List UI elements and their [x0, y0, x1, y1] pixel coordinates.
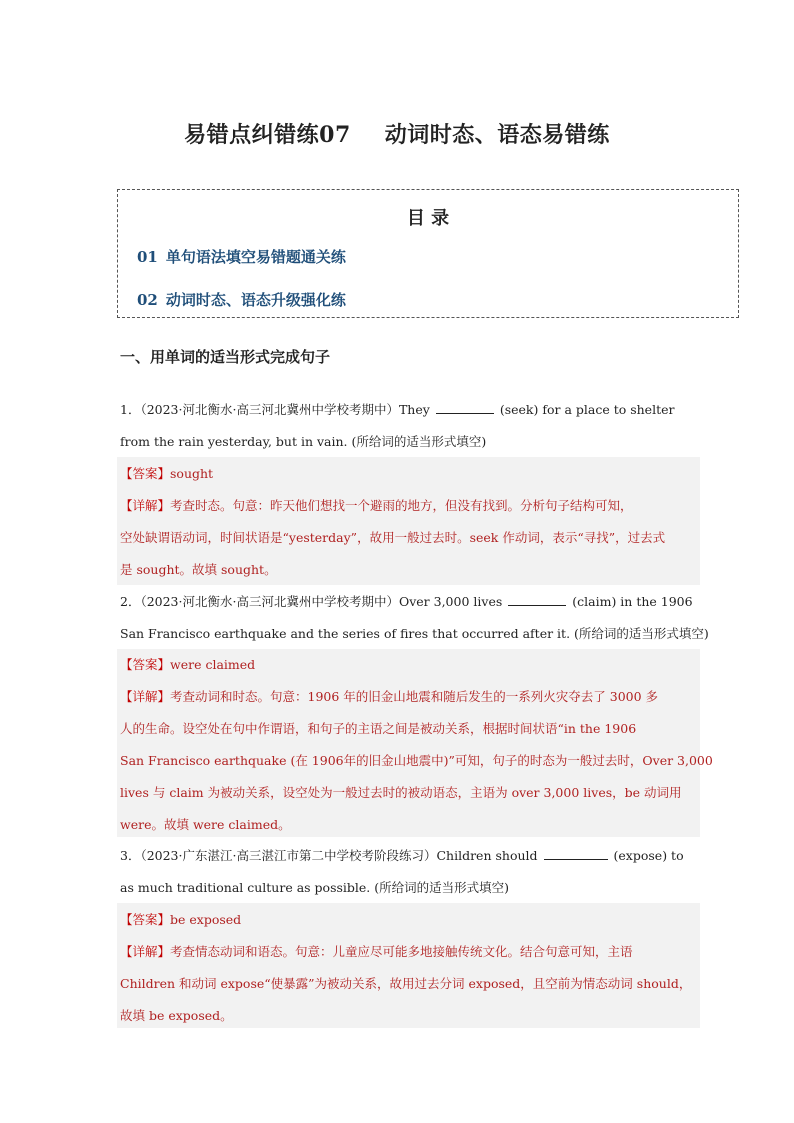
detail-text: 考查动词和时态。句意：1906 年的旧金山地震和随后发生的一系列火灾夺去了 3000 多: [170, 689, 659, 704]
question-1-detail-line-1: [120, 496, 700, 516]
answer-text: sought: [170, 466, 214, 481]
detail-text: 考查情态动词和语态。句意：儿童应尽可能多地接触传统文化。结合句意可知，主语: [170, 944, 633, 959]
question-number: 2．: [120, 594, 141, 609]
question-3-line-1: [120, 846, 700, 866]
question-3-detail-line-1: [120, 942, 700, 962]
question-hint: (seek) for a place to shelter: [499, 402, 675, 417]
toc-heading: 目 录: [406, 208, 450, 229]
question-2-detail-line-5: were。故填 were claimed。: [120, 817, 291, 832]
toc-item-1[interactable]: [137, 246, 346, 267]
question-2-line-2: San Francisco earthquake and the series of fires that occurred after it. (所给词的适当形式填空): [120, 626, 709, 641]
question-text: Children should: [436, 848, 538, 863]
toc-item-label: 单句语法填空易错题通关练: [165, 248, 346, 266]
question-1-answer: [120, 464, 700, 484]
answer-blank: [508, 593, 566, 606]
question-source: （2023·河北衡水·高三河北冀州中学校考期中）: [140, 402, 399, 417]
question-source: （2023·河北衡水·高三河北冀州中学校考期中）: [140, 594, 399, 609]
answer-tag: 【答案】: [120, 912, 171, 927]
section-heading: 一、用单词的适当形式完成句子: [120, 348, 331, 366]
question-hint: (claim) in the 1906: [572, 594, 693, 609]
table-of-contents: [117, 189, 739, 318]
question-2-detail-line-2: 人的生命。设空处在句中作谓语，和句子的主语之间是被动关系，根据时间状语“in the 1906: [120, 721, 637, 736]
question-number: 1．: [120, 402, 141, 417]
page-title: [0, 118, 794, 149]
answer-blank: [544, 847, 608, 860]
question-source: （2023·广东湛江·高三湛江市第二中学校考阶段练习）: [140, 848, 437, 863]
toc-item-label: 动词时态、语态升级强化练: [165, 291, 346, 309]
detail-text: 考查时态。句意：昨天他们想找一个避雨的地方，但没有找到。分析句子结构可知，: [170, 498, 633, 513]
answer-tag: 【答案】: [120, 466, 171, 481]
question-number: 3．: [120, 848, 141, 863]
answer-tag: 【答案】: [120, 657, 171, 672]
question-text: Over 3,000 lives: [398, 594, 503, 609]
answer-blank: [436, 401, 494, 414]
question-1-line-2: from the rain yesterday, but in vain. (所给词的适当形式填空): [120, 434, 487, 449]
question-2-detail-line-3: San Francisco earthquake (在 1906年的旧金山地震中)”可知，句子的时态为一般过去时，Over 3,000: [120, 753, 713, 768]
question-1-detail-line-3: 是 sought。故填 sought。: [120, 562, 277, 577]
detail-tag: 【详解】: [120, 689, 171, 704]
answer-text: were claimed: [170, 657, 256, 672]
detail-tag: 【详解】: [120, 944, 171, 959]
detail-tag: 【详解】: [120, 498, 171, 513]
question-3-line-2: as much traditional culture as possible. (所给词的适当形式填空): [120, 880, 510, 895]
title-part1: 易错点纠错练07: [184, 122, 351, 148]
toc-item-number: 02: [137, 291, 158, 309]
question-3-detail-line-3: 故填 be exposed。: [120, 1008, 233, 1023]
question-3-answer: [120, 910, 700, 930]
question-1-line-1: [120, 400, 700, 420]
title-part2: 动词时态、语态易错练: [384, 122, 610, 148]
question-2-answer: [120, 655, 700, 675]
question-1-detail-line-2: 空处缺谓语动词，时间状语是“yesterday”，故用一般过去时。seek 作动词，表示“寻找”，过去式: [120, 530, 666, 545]
question-3-detail-line-2: Children 和动词 expose“使暴露”为被动关系，故用过去分词 exposed，且空前为情态动词 should，: [120, 976, 692, 991]
question-2-detail-line-1: [120, 687, 700, 707]
toc-item-2[interactable]: [137, 289, 346, 310]
toc-item-number: 01: [137, 248, 158, 266]
question-hint: (expose) to: [613, 848, 684, 863]
question-2-line-1: [120, 592, 700, 612]
answer-text: be exposed: [170, 912, 242, 927]
question-2-detail-line-4: lives 与 claim 为被动关系，设空处为一般过去时的被动语态，主语为 over 3,000 lives，be 动词用: [120, 785, 682, 800]
question-text: They: [398, 402, 430, 417]
question-2-answer-box: [117, 649, 713, 837]
